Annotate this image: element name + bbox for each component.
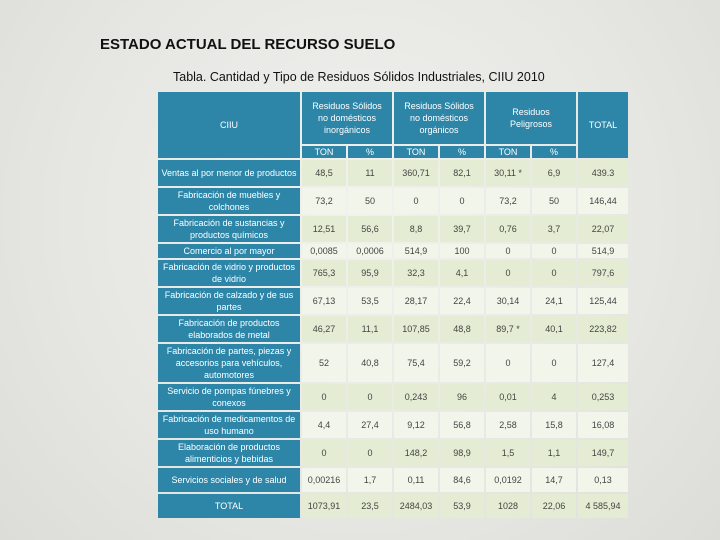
table-cell: 0 — [486, 344, 530, 382]
table-cell: 0,0006 — [348, 244, 392, 258]
table-cell: 32,3 — [394, 260, 438, 286]
table-cell: 514,9 — [394, 244, 438, 258]
table-row — [158, 216, 628, 242]
table-cell: 0,01 — [486, 384, 530, 410]
table-cell: 0,00216 — [302, 468, 346, 492]
table-row-total — [158, 494, 628, 518]
table-cell: 107,85 — [394, 316, 438, 342]
table-cell: 98,9 — [440, 440, 484, 466]
table-cell: 514,9 — [578, 244, 628, 258]
table-cell: 2,58 — [486, 412, 530, 438]
table-cell: 56,8 — [440, 412, 484, 438]
table-cell: 8,8 — [394, 216, 438, 242]
row-label: Elaboración de productos alimenticios y bebidas — [158, 440, 300, 466]
table-cell: 0,253 — [578, 384, 628, 410]
table-cell: 30,14 — [486, 288, 530, 314]
table-row — [158, 160, 628, 186]
table-cell: 53,5 — [348, 288, 392, 314]
table-cell: 73,2 — [302, 188, 346, 214]
table-cell: 1028 — [486, 494, 530, 518]
table-cell: 765,3 — [302, 260, 346, 286]
row-label: Servicios sociales y de salud — [158, 468, 300, 492]
table-cell: 14,7 — [532, 468, 576, 492]
table-cell: 46,27 — [302, 316, 346, 342]
table-cell: 48,8 — [440, 316, 484, 342]
table-cell: 1,1 — [532, 440, 576, 466]
table-cell: 0,11 — [394, 468, 438, 492]
table-cell: 59,2 — [440, 344, 484, 382]
table-cell: 24,1 — [532, 288, 576, 314]
table-cell: 53,9 — [440, 494, 484, 518]
table-row — [158, 440, 628, 466]
table-cell: 84,6 — [440, 468, 484, 492]
table-cell: 0,0192 — [486, 468, 530, 492]
table-cell: 4,4 — [302, 412, 346, 438]
table-cell: 6,9 — [532, 160, 576, 186]
table-cell: 0 — [348, 384, 392, 410]
table-cell: 360,71 — [394, 160, 438, 186]
table-cell: 0,13 — [578, 468, 628, 492]
row-label: Fabricación de medicamentos de uso humano — [158, 412, 300, 438]
table-cell: 40,1 — [532, 316, 576, 342]
row-label: Ventas al por menor de productos — [158, 160, 300, 186]
subheader-ton: TON — [394, 146, 438, 158]
table-cell: 4 585,94 — [578, 494, 628, 518]
row-label: Fabricación de muebles y colchones — [158, 188, 300, 214]
table-cell: 1,5 — [486, 440, 530, 466]
table-cell: 11,1 — [348, 316, 392, 342]
table-cell: 223,82 — [578, 316, 628, 342]
table-cell: 52 — [302, 344, 346, 382]
table-cell: 100 — [440, 244, 484, 258]
table-cell: 127,4 — [578, 344, 628, 382]
table-cell: 0,0085 — [302, 244, 346, 258]
table-cell: 0,76 — [486, 216, 530, 242]
table-cell: 0 — [440, 188, 484, 214]
table-cell: 75,4 — [394, 344, 438, 382]
table-cell: 16,08 — [578, 412, 628, 438]
table-cell: 56,6 — [348, 216, 392, 242]
header-inorganicos: Residuos Sólidos no domésticos inorgánicos — [302, 92, 392, 144]
header-ciiu: CIIU — [158, 92, 300, 158]
table-cell: 3,7 — [532, 216, 576, 242]
table-cell: 40,8 — [348, 344, 392, 382]
table-cell: 4,1 — [440, 260, 484, 286]
table-cell: 22,4 — [440, 288, 484, 314]
table-cell: 0 — [302, 440, 346, 466]
row-label: Comercio al por mayor — [158, 244, 300, 258]
table-cell: 149,7 — [578, 440, 628, 466]
table-cell: 15,8 — [532, 412, 576, 438]
row-label: Fabricación de vidrio y productos de vidrio — [158, 260, 300, 286]
table-cell: 39,7 — [440, 216, 484, 242]
table-row — [158, 244, 628, 258]
table-cell: 82,1 — [440, 160, 484, 186]
table-row — [158, 344, 628, 382]
table-cell: 0 — [532, 344, 576, 382]
table-cell: 67,13 — [302, 288, 346, 314]
header-total: TOTAL — [578, 92, 628, 158]
row-label: Servicio de pompas fúnebres y conexos — [158, 384, 300, 410]
subheader-percent: % — [348, 146, 392, 158]
subheader-ton: TON — [486, 146, 530, 158]
row-label: Fabricación de calzado y de sus partes — [158, 288, 300, 314]
row-label: Fabricación de partes, piezas y accesorios para vehículos, automotores — [158, 344, 300, 382]
table-row — [158, 188, 628, 214]
row-label: Fabricación de productos elaborados de metal — [158, 316, 300, 342]
table-cell: 27,4 — [348, 412, 392, 438]
subheader-percent: % — [440, 146, 484, 158]
table-cell: 0 — [348, 440, 392, 466]
table-cell: 22,07 — [578, 216, 628, 242]
subheader-ton: TON — [302, 146, 346, 158]
table-cell: 50 — [532, 188, 576, 214]
table-cell: 0,243 — [394, 384, 438, 410]
table-cell: 4 — [532, 384, 576, 410]
page-title: ESTADO ACTUAL DEL RECURSO SUELO — [100, 36, 396, 53]
table-cell: 797,6 — [578, 260, 628, 286]
table-cell: 0 — [532, 244, 576, 258]
table-cell: 0 — [532, 260, 576, 286]
table-cell: 1,7 — [348, 468, 392, 492]
table-cell: 73,2 — [486, 188, 530, 214]
table-row — [158, 468, 628, 492]
table-row — [158, 288, 628, 314]
table-cell: 0 — [302, 384, 346, 410]
table-cell: 95,9 — [348, 260, 392, 286]
subheader-percent: % — [532, 146, 576, 158]
table-cell: 439.3 — [578, 160, 628, 186]
table-cell: 28,17 — [394, 288, 438, 314]
table-cell: 0 — [486, 260, 530, 286]
table-row — [158, 260, 628, 286]
table-cell: 0 — [394, 188, 438, 214]
table-cell: 22,06 — [532, 494, 576, 518]
row-label-total: TOTAL — [158, 494, 300, 518]
table-cell: 0 — [486, 244, 530, 258]
table-cell: 2484,03 — [394, 494, 438, 518]
residuos-table — [156, 90, 630, 520]
header-peligrosos: Residuos Peligrosos — [486, 92, 576, 144]
table-cell: 96 — [440, 384, 484, 410]
table-cell: 30,11 * — [486, 160, 530, 186]
table-cell: 48,5 — [302, 160, 346, 186]
table-cell: 146,44 — [578, 188, 628, 214]
table-cell: 11 — [348, 160, 392, 186]
table-cell: 1073,91 — [302, 494, 346, 518]
header-organicos: Residuos Sólidos no domésticos orgánicos — [394, 92, 484, 144]
table-cell: 50 — [348, 188, 392, 214]
table-cell: 12,51 — [302, 216, 346, 242]
table-cell: 89,7 * — [486, 316, 530, 342]
table-cell: 125,44 — [578, 288, 628, 314]
table-row — [158, 412, 628, 438]
table-cell: 9,12 — [394, 412, 438, 438]
table-caption: Tabla. Cantidad y Tipo de Residuos Sólidos Industriales, CIIU 2010 — [173, 70, 545, 84]
table-cell: 23,5 — [348, 494, 392, 518]
table-row — [158, 384, 628, 410]
row-label: Fabricación de sustancias y productos químicos — [158, 216, 300, 242]
table-cell: 148,2 — [394, 440, 438, 466]
table-row — [158, 316, 628, 342]
